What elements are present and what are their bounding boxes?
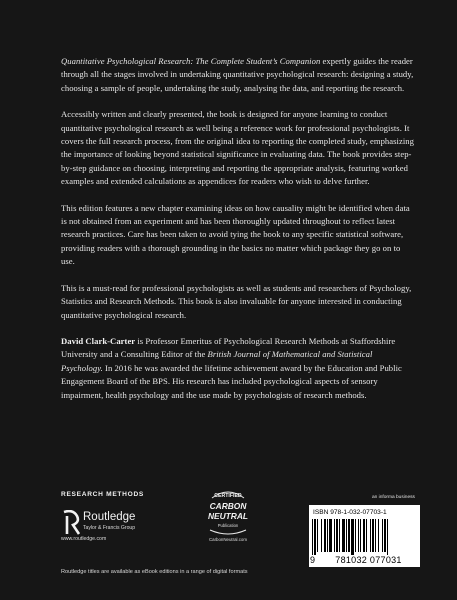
barcode-stripe: [387, 519, 388, 555]
carbon-logo-word1: CARBON: [209, 501, 247, 511]
carbon-neutral-logo-icon: [198, 488, 258, 546]
series-label: RESEARCH METHODS: [61, 491, 145, 498]
carbon-logo-sub: Publication: [217, 523, 239, 528]
barcode-stripe: [329, 519, 332, 552]
barcode-stripe: [366, 519, 367, 552]
barcode-stripe: [375, 519, 376, 552]
barcode-icon: [312, 519, 418, 555]
journal-title: British Journal of Mathematical and Statistical Psychology.: [61, 349, 373, 373]
barcode-stripe: [312, 519, 313, 555]
barcode-number: [310, 556, 419, 566]
author-bio-text-1: is Professor Emeritus of Psychological Research Methods at Staffordshire University and a Consulting Editor of the: [61, 335, 396, 360]
barcode-digits: 781032 077031: [335, 555, 402, 565]
barcode-stripe: [334, 519, 335, 552]
barcode-stripe: [321, 519, 322, 552]
carbon-logo-word2: NEUTRAL: [207, 511, 249, 521]
blurb-paragraph-1: [61, 55, 416, 95]
carbon-logo-certified: CERTIFIED: [214, 493, 242, 499]
ebook-note: Routledge titles are available as eBook editions in a range of digital formats: [61, 569, 248, 575]
publisher-logo: [61, 510, 181, 542]
barcode-stripe: [324, 519, 326, 552]
author-name: David Clark-Carter: [61, 335, 136, 346]
barcode-stripe: [378, 519, 379, 552]
barcode-stripe: [346, 519, 347, 552]
blurb-paragraph-4: This is a must-read for professional psychologists as well as students and researchers of Psychology, Statistics and Research Methods. This book is also invaluable for anyone interested in conducting quantitative psychological research.: [61, 282, 412, 320]
barcode-stripe: [382, 519, 383, 552]
carbon-logo-site: CarbonNeutral.com: [208, 537, 248, 542]
barcode-stripe: [348, 519, 350, 552]
informa-tagline: an informa business: [372, 495, 415, 500]
barcode-stripe: [339, 519, 340, 552]
barcode-stripe: [360, 519, 361, 552]
barcode-first-digit: 9: [310, 555, 316, 565]
barcode-stripe: [342, 519, 345, 552]
author-bio: [61, 335, 416, 402]
book-title: Quantitative Psychological Research: The Complete Student’s Companion: [61, 56, 321, 66]
blurb-paragraph-2: Accessibly written and clearly presented, the book is designed for anyone learning to conduct quantitative psychological research as well being a reference work for professional psychologists. It covers the full research process, from the original idea to reporting the completed study, emphasizing the importance of looking beyond statistical significance in evaluating data. The book provides step-by-step guidance on choosing, interpreting and reporting the appropriate analysis, featuring worked examples and extended calculations as appendices for readers who wish to delve further.: [61, 109, 414, 187]
barcode-stripe: [327, 519, 328, 552]
barcode-stripe: [355, 519, 356, 552]
blurb-paragraph-1-text: expertly guides the reader through all the stages involved in undertaking quantitative psychological research: designing a study, choosing a sample of people, undertaking the study, analysing the data, and reporting the research.: [61, 56, 414, 93]
barcode-stripe: [314, 519, 316, 555]
publisher-website: www.routledge.com: [61, 536, 107, 542]
barcode-stripe: [351, 519, 354, 555]
routledge-mark-icon: [61, 510, 85, 538]
blurb-paragraph-3: This edition features a new chapter examining ideas on how causality might be identified when data is not obtained from an experiment and has been thoroughly updated throughout to reflect latest research practices. Care has been taken to avoid tying the book to any specific statistical software, providing readers with a thorough grounding in the basics no matter which package they go on to use.: [61, 202, 410, 267]
barcode-stripe: [358, 519, 359, 552]
barcode-stripe: [317, 519, 318, 552]
author-bio-text-2: In 2016 he was awarded the lifetime achievement award by the Education and Public Engagement Board of the BPS. His research has included psychological aspects of sensory impairment, health psychology and the use made by psychologists of research methods.: [61, 362, 402, 400]
barcode-stripe: [384, 519, 386, 552]
barcode-stripe: [372, 519, 374, 552]
isbn-label: ISBN 978-1-032-07703-1: [313, 509, 387, 516]
publisher-group: Taylor & Francis Group: [83, 525, 136, 531]
barcode-stripe: [363, 519, 365, 552]
barcode-stripe: [370, 519, 371, 552]
publisher-name: Routledge: [83, 511, 136, 523]
barcode-stripe: [336, 519, 338, 552]
back-cover-blurb: [61, 55, 416, 415]
